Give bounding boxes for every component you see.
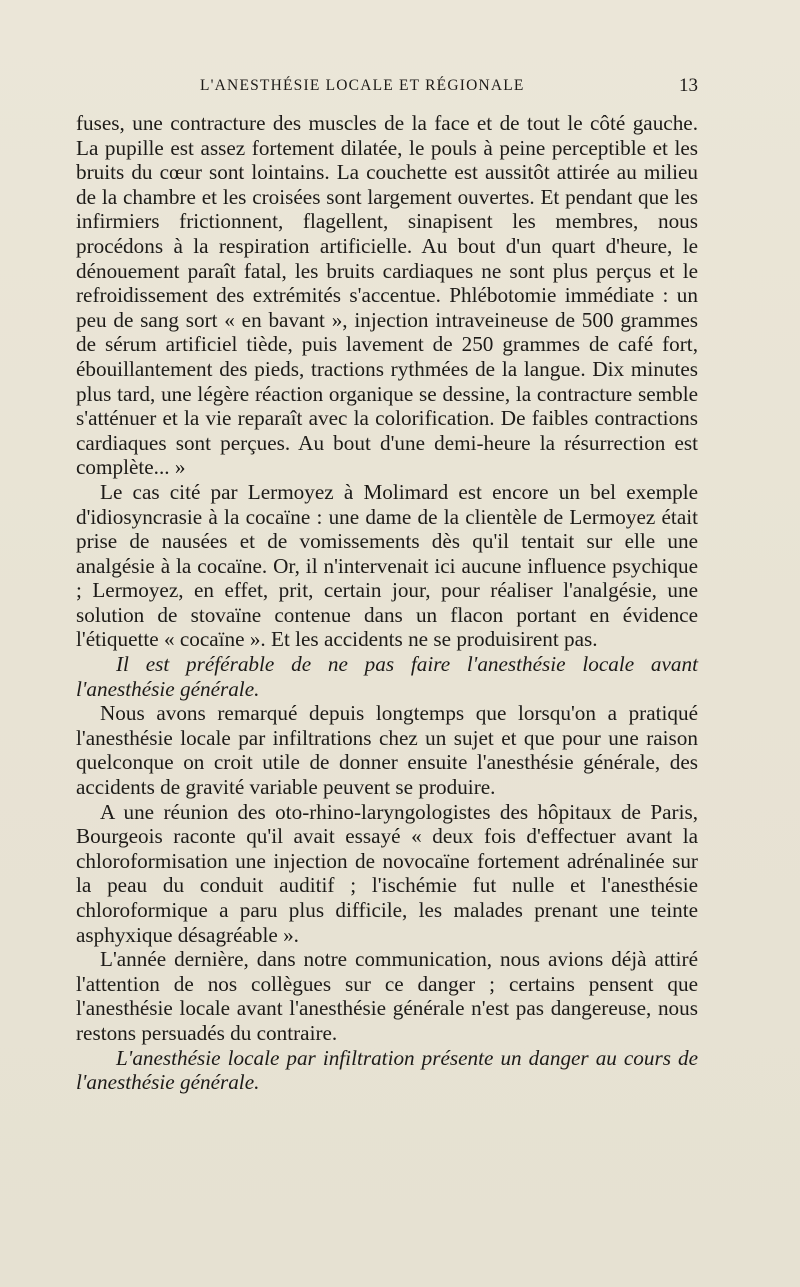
section-heading-general-anesthesia: Il est préférable de ne pas faire l'anesthésie locale avant l'anesthésie générale.	[76, 652, 698, 701]
body-text	[76, 111, 698, 1095]
running-title: L'ANESTHÉSIE LOCALE ET RÉGIONALE	[200, 77, 525, 94]
paragraph-bourgeois: A une réunion des oto-rhino-laryngologistes des hôpitaux de Paris, Bourgeois raconte qu'il avait essayé « deux fois d'effectuer avant la chloroformisation une injection de novocaïne fortement adrénalinée sur la peau du conduit auditif ; l'ischémie fut nulle et l'anesthésie chloroformique a paru plus difficile, les malades prenant une teinte asphyxique désagréable ».	[76, 799, 698, 947]
paragraph-lermoyez-case: Le cas cité par Lermoyez à Molimard est encore un bel exemple d'idiosyncrasie à la cocaïne : une dame de la clientèle de Lermoyez était prise de nausées et de vomissements dès qu'il tentait sur elle une analgésie à la cocaïne. Or, il n'intervenait ici aucune influence psychique ; Lermoyez, en effet, prit, certain jour, pour réaliser l'analgésie, une solution de stovaïne contenue dans un flacon portant en évidence l'étiquette « cocaïne ». Et les accidents ne se produisirent pas.	[76, 479, 698, 652]
paragraph-last-year: L'année dernière, dans notre communication, nous avions déjà attiré l'attention de nos collègues sur ce danger ; certains pensent que l'anesthésie locale avant l'anesthésie générale n'est pas dangereuse, nous restons persuadés du contraire.	[76, 947, 698, 1045]
section-heading-infiltration-danger: L'anesthésie locale par infiltration présente un danger au cours de l'anesthésie générale.	[76, 1045, 698, 1095]
running-header	[76, 77, 698, 101]
paragraph-case-report: fuses, une contracture des muscles de la face et de tout le côté gauche. La pupille est assez fortement dilatée, le pouls à peine perceptible et les bruits du cœur sont lointains. La couchette est aussitôt attirée au milieu de la chambre et les croisées sont largement ouvertes. Et pendant que les infirmiers frictionnent, flagellent, sinapisent les membres, nous procédons à la respiration artificielle. Au bout d'un quart d'heure, le dénouement paraît fatal, les bruits cardiaques ne sont plus perçus et le refroidissement des extrémités s'accentue. Phlébotomie immédiate : un peu de sang sort « en bavant », injection intraveineuse de 500 grammes de sérum artificiel tiède, puis lavement de 250 grammes de café fort, ébouillantement des pieds, tractions rythmées de la langue. Dix minutes plus tard, une légère réaction organique se dessine, la contracture semble s'atténuer et la vie reparaît avec la colorification. De faibles contractions cardiaques sont perçues. Au bout d'une demi-heure la résurrection est complète... »	[76, 111, 698, 480]
page-number: 13	[679, 75, 698, 96]
paragraph-observation: Nous avons remarqué depuis longtemps que lorsqu'on a pratiqué l'anesthésie locale par infiltrations chez un sujet et que pour une raison quelconque on croit utile de donner ensuite l'anesthésie générale, des accidents de gravité variable peuvent se produire.	[76, 701, 698, 800]
